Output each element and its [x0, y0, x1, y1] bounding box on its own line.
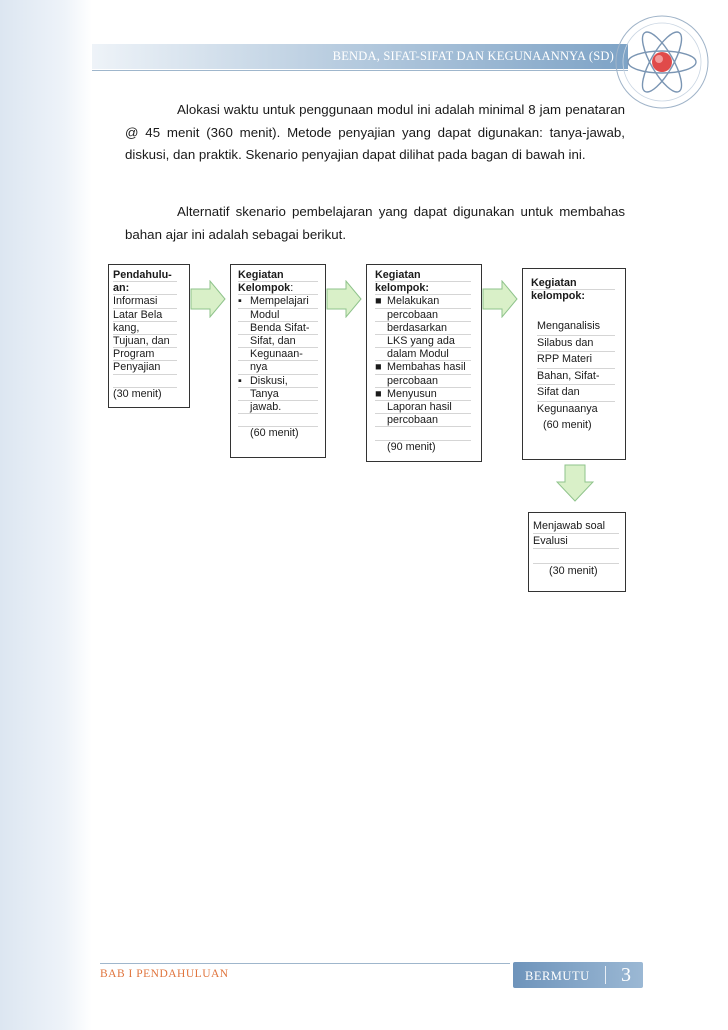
box-title: kelompok:	[375, 282, 471, 295]
flow-box-kegiatan-3	[522, 268, 626, 460]
bullet-icon: ■	[375, 361, 382, 374]
flow-box-kegiatan-2: Kegiatan kelompok: ■ Melakukan percobaan berdasarkan LKS yang ada dalam Modul ■ Membahas hasil percobaan ■ Menyusun Laporan hasil percobaan (90 menit)	[366, 264, 482, 462]
right-arrow-icon	[482, 280, 518, 318]
flow-box-kegiatan-1: Kegiatan Kelompok: ▪ Mempelajari Modul Benda Sifat- Sifat, dan Kegunaan- nya ▪ Diskusi, Tanya jawab. (60 menit)	[230, 264, 326, 458]
box-title: Kegiatan	[531, 277, 615, 290]
box-line: Menganalisis	[537, 319, 615, 336]
box-time: (60 menit)	[250, 427, 299, 440]
footer-badge	[513, 962, 643, 988]
bullet-icon: ▪	[238, 295, 242, 308]
box-time: (90 menit)	[387, 440, 436, 453]
flow-box-pendahuluan	[108, 264, 190, 408]
down-arrow-icon	[556, 464, 594, 502]
intro-paragraph: Alokasi waktu untuk penggunaan modul ini adalah minimal 8 jam penataran @ 45 menit (360 menit). Metode penyajian yang dapat digunakan: tanya-jawab, diskusi, dan praktik. Skenario penyajian dapat dilihat pada bagan di bawah ini.	[125, 102, 625, 162]
box-line: Penyajian	[113, 361, 177, 374]
box-title: Pendahulu-	[113, 269, 177, 282]
bullet-icon: ▪	[238, 374, 242, 387]
box-time: (60 menit)	[543, 419, 592, 431]
box-line: RPP Materi	[537, 352, 615, 369]
flow-box-evaluasi	[528, 512, 626, 592]
box-time: (30 menit)	[113, 387, 162, 400]
box-line: Evalusi	[533, 534, 619, 549]
right-arrow-icon	[190, 280, 226, 318]
bullet-icon: ■	[375, 295, 382, 308]
box-line: Menjawab soal	[533, 519, 619, 534]
scenario-paragraph: Alternatif skenario pembelajaran yang dapat digunakan untuk membahas bahan ajar ini adalah sebagai berikut.	[125, 204, 625, 242]
footer-chapter: BAB I PENDAHULUAN	[100, 968, 229, 980]
box-title: an:	[113, 282, 177, 295]
box-line: Program	[113, 348, 177, 361]
box-time: (30 menit)	[549, 565, 598, 577]
box-line: kang,	[113, 322, 177, 335]
box-line: Informasi	[113, 295, 177, 308]
bullet-icon: ■	[375, 387, 382, 400]
side-band	[0, 0, 92, 1030]
institution-logo-icon	[612, 12, 712, 112]
right-arrow-icon	[326, 280, 362, 318]
box-title: Kegiatan	[238, 269, 318, 282]
header-divider	[92, 70, 628, 71]
footer-brand: BERMUTU	[525, 969, 590, 983]
box-line: Bahan, Sifat-	[537, 369, 615, 386]
header-title: BENDA, SIFAT-SIFAT DAN KEGUNAANNYA (SD)	[332, 49, 614, 63]
footer-separator	[605, 966, 606, 984]
box-line: Kegunaanya	[537, 402, 598, 415]
box-line: Sifat dan	[537, 385, 615, 402]
box-title: kelompok:	[531, 290, 585, 303]
page-number: 3	[621, 964, 631, 986]
box-title: Kegiatan	[375, 269, 471, 282]
box-line: Silabus dan	[537, 336, 615, 353]
box-line: Tujuan, dan	[113, 335, 177, 348]
footer-divider	[100, 963, 510, 964]
header-bar	[92, 44, 628, 69]
box-line: Latar Bela	[113, 309, 177, 322]
box-title: Kelompok	[238, 282, 291, 295]
